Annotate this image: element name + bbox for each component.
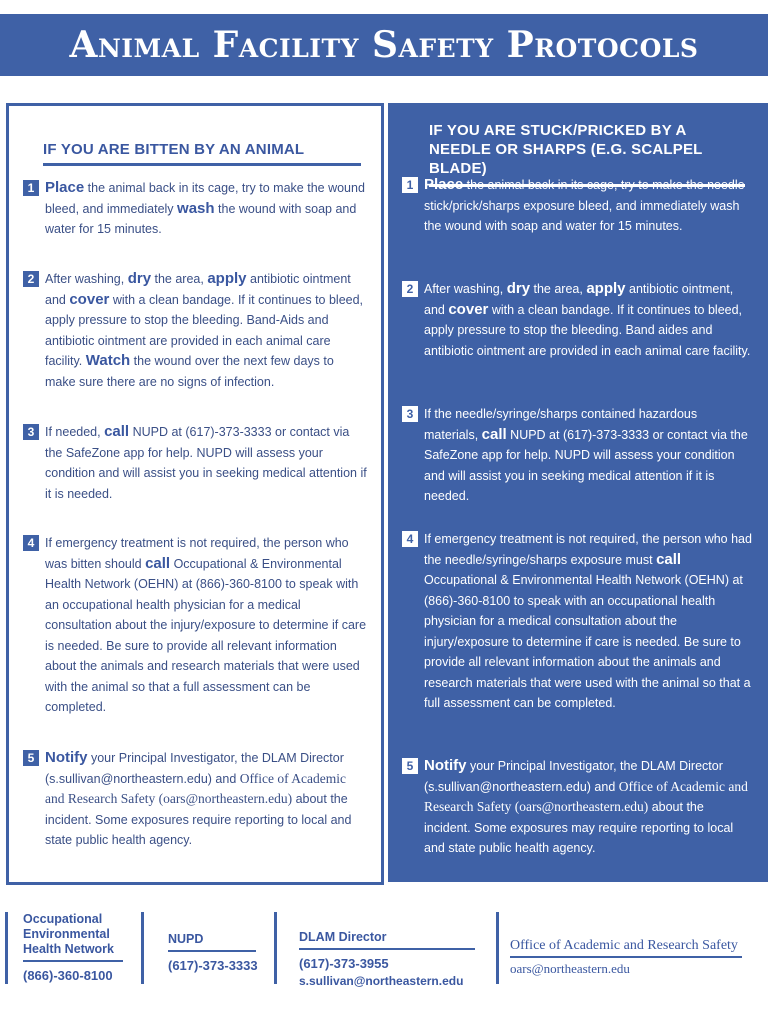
oehn-phone: (866)-360-8100 (23, 968, 113, 983)
page-title: Animal Facility Safety Protocols (0, 14, 768, 76)
oehn-contact: Occupational Environmental Health Network (866)-360-8100 (23, 912, 135, 986)
step-number-badge: 4 (23, 535, 39, 551)
step-number-badge: 1 (23, 180, 39, 196)
bitten-step-4: 4 If emergency treatment is not required, the person who was bitten should call Occupational & Environmental Health Network (OEHN) at (866)-360-8100 to speak with an occupational health physician for a medical consultation about the injury/exposure to determine if care is needed. Be sure to provide all relevant information about the animals and research materials that were used with the animal so that a full assessment can be completed. (23, 533, 367, 718)
step-number-badge: 2 (23, 271, 39, 287)
needle-panel (388, 103, 768, 882)
step-number-badge: 5 (402, 758, 418, 774)
bitten-step-5: 5 Notify your Principal Investigator, the DLAM Director (s.sullivan@northeastern.edu) and Office of Academic and Research Safety (oars@northeastern.edu) about the incident. Some exposures require reporting to local and state public health agency. (23, 748, 367, 851)
step-number-badge: 1 (402, 177, 418, 193)
step-number-badge: 3 (23, 424, 39, 440)
oars-email: oars@northeastern.edu (510, 961, 630, 976)
bitten-panel (6, 103, 384, 885)
step-number-badge: 4 (402, 531, 418, 547)
dlam-phone: (617)-373-3955 (299, 956, 389, 971)
contact-footer (0, 912, 768, 992)
footer-divider (141, 912, 144, 984)
nupd-phone: (617)-373-3333 (168, 958, 258, 973)
dlam-email: s.sullivan@northeastern.edu (299, 974, 464, 988)
step-number-badge: 3 (402, 406, 418, 422)
footer-divider (496, 912, 499, 984)
oars-contact: Office of Academic and Research Safety oars@northeastern.edu (510, 938, 750, 1012)
bitten-step-3: 3 If needed, call NUPD at (617)-373-3333 or contact via the SafeZone app for help. NUPD will assess your condition and will assist you in seeking medical attention if it is needed. (23, 422, 367, 504)
nupd-contact: NUPD (617)-373-3333 (168, 932, 260, 1006)
bitten-heading: IF YOU ARE BITTEN BY AN ANIMAL (43, 140, 361, 166)
bitten-step-2: 2 After washing, dry the area, apply antibiotic ointment and cover with a clean bandage. If it continues to bleed, apply pressure to stop the bleeding. Band-Aids and antibiotic ointment are provided in each animal care facility. Watch the wound over the next few days to make sure there are no signs of infection. (23, 269, 367, 392)
needle-step-2: 2 After washing, dry the area, apply antibiotic ointment, and cover with a clean bandage. If it continues to bleed, apply pressure to stop the bleeding. Band aides and antibiotic ointment are provided in each animal care facility. (402, 279, 752, 361)
needle-step-1: 1 Place the animal back in its cage, try to make the needle stick/prick/sharps exposure bleed, and immediately wash the wound with soap and water for 15 minutes. (402, 175, 752, 237)
bitten-step-1: 1 Place the animal back in its cage, try to make the wound bleed, and immediately wash the wound with soap and water for 15 minutes. (23, 178, 367, 240)
footer-divider (5, 912, 8, 984)
needle-step-5: 5 Notify your Principal Investigator, the DLAM Director (s.sullivan@northeastern.edu) and Office of Academic and Research Safety (oars@northeastern.edu) about the incident. Some exposures may require reporting to local and state public health agency. (402, 756, 752, 859)
needle-step-3: 3 If the needle/syringe/sharps contained hazardous materials, call NUPD at (617)-373-3333 or contact via the SafeZone app for help. NUPD will assess your condition and will assist you in seeking medical attention if it is needed. (402, 404, 752, 507)
step-number-badge: 5 (23, 750, 39, 766)
needle-step-4: 4 If emergency treatment is not required, the person who had the needle/syringe/sharps exposure must call Occupational & Environmental Health Network (OEHN) at (866)-360-8100 to speak with an occupational health physician for a medical consultation about the injury/exposure to determine if care is needed. Be sure to provide all relevant information about the animals and research materials that were used with the animal so that a full assessment can be completed. (402, 529, 752, 714)
needle-heading: IF YOU ARE STUCK/PRICKED BY A NEEDLE OR SHARPS (E.G. SCALPEL BLADE) (429, 121, 745, 187)
step-number-badge: 2 (402, 281, 418, 297)
dlam-contact: DLAM Director (617)-373-3955 s.sullivan@northeastern.edu (299, 930, 479, 1004)
footer-divider (274, 912, 277, 984)
